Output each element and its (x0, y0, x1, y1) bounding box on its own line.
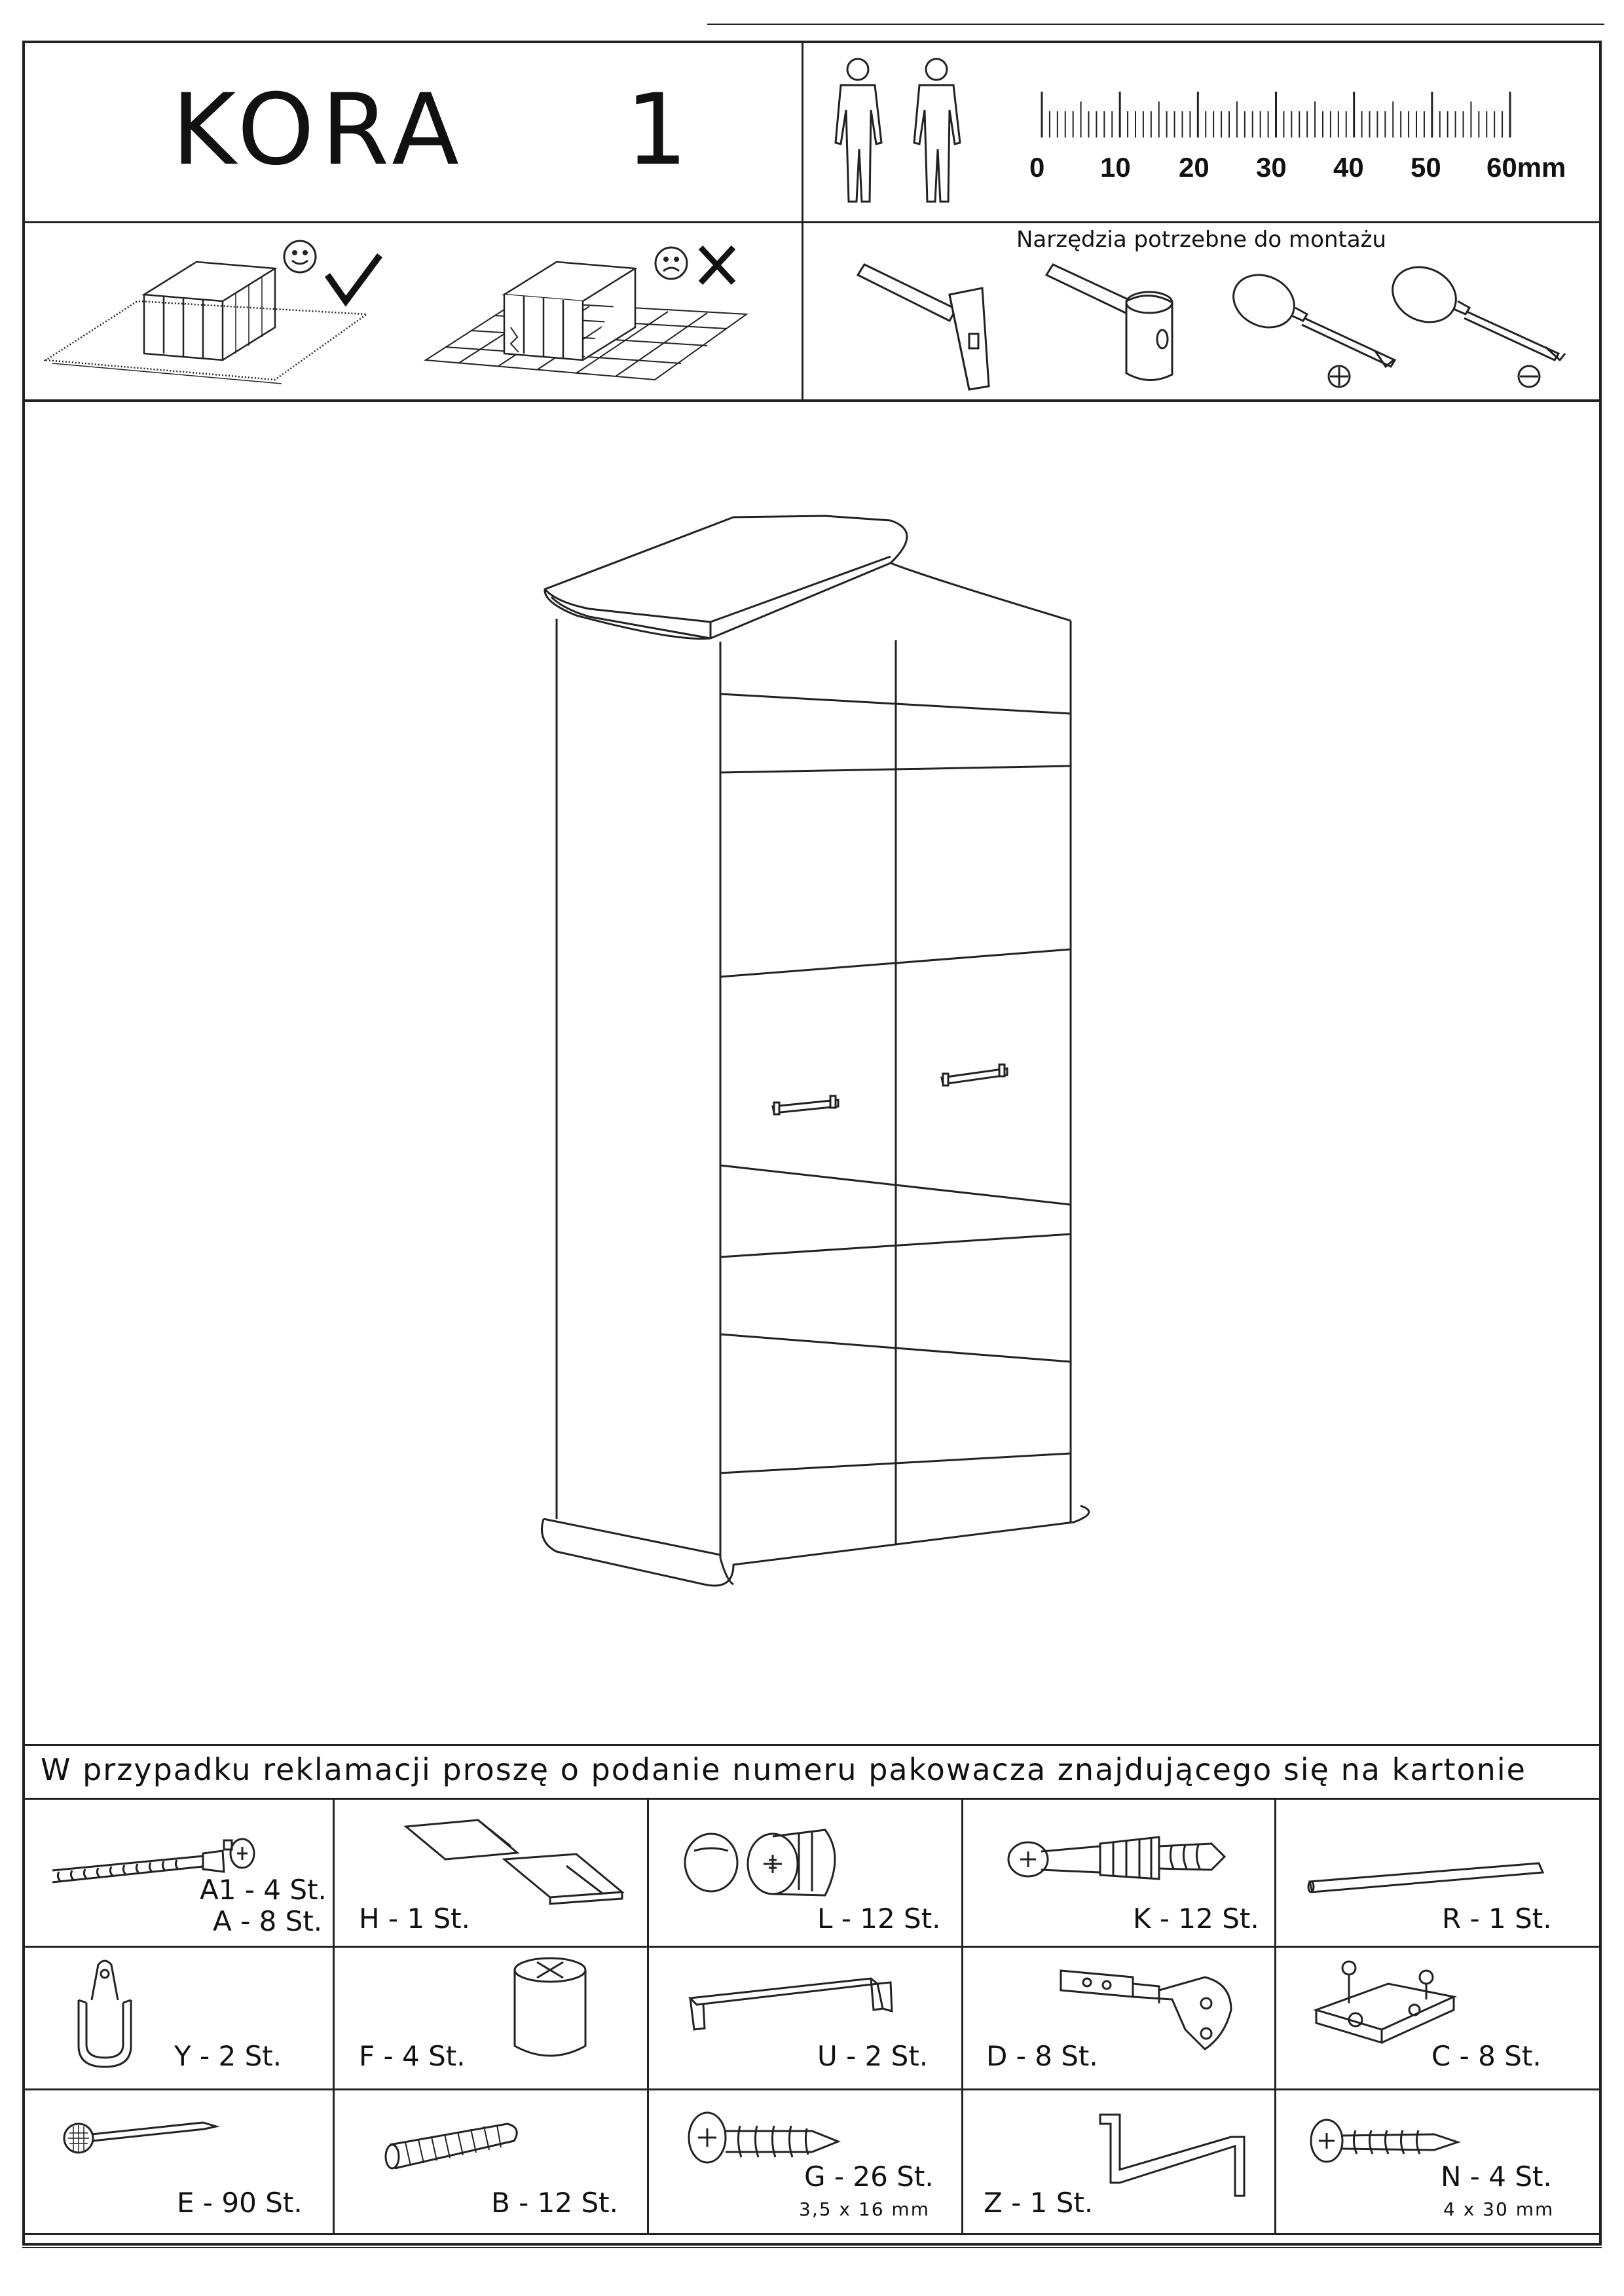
part-label: L - 12 St. (817, 1903, 941, 1935)
part-label: H - 1 St. (359, 1903, 470, 1935)
cam-lock-icon (674, 1817, 871, 1908)
ruler-tick-label: 20 (1179, 152, 1209, 183)
part-label: Z - 1 St. (984, 2187, 1094, 2219)
wardrobe-illustration (537, 511, 1113, 1630)
parts-col-divider (961, 1798, 963, 2235)
product-name: KORA (172, 73, 466, 187)
parts-row-divider (22, 1946, 1602, 1948)
ruler-tick-label: 30 (1256, 152, 1287, 183)
dowel-icon (377, 2115, 534, 2174)
allen-key-icon (1094, 2104, 1264, 2209)
part-dimensions: 3,5 x 16 mm (799, 2198, 930, 2220)
part-dimensions: 4 x 30 mm (1443, 2198, 1555, 2220)
ruler-tick-label: 60mm (1486, 152, 1566, 183)
two-persons-icon (819, 51, 989, 208)
part-label: G - 26 St. (804, 2160, 934, 2193)
parts-col-divider (647, 1798, 649, 2235)
bottom-rule (22, 2247, 1602, 2248)
cross-icon (701, 247, 733, 283)
part-label: R - 1 St. (1442, 1903, 1552, 1935)
part-label: K - 12 St. (1133, 1903, 1259, 1935)
part-label: Y - 2 St. (174, 2040, 282, 2072)
package-number: 1 (625, 73, 688, 187)
part-label-secondary: A - 8 St. (213, 1905, 323, 1937)
nail-icon (59, 2108, 229, 2160)
foot-icon (511, 1954, 602, 2072)
happy-face-icon (284, 241, 316, 272)
header-row-divider (22, 221, 1602, 223)
notice-top-divider (22, 1744, 1602, 1746)
part-label: B - 12 St. (491, 2187, 618, 2219)
hammer-icon (851, 262, 1008, 393)
rod-icon (1303, 1859, 1552, 1899)
ruler-tick-label: 0 (1029, 152, 1045, 183)
checkmark-icon (327, 255, 380, 301)
good-surface-illustration (39, 229, 406, 393)
part-label: D - 8 St. (986, 2040, 1098, 2072)
part-label: A1 - 4 St. (200, 1874, 327, 1906)
part-label: C - 8 St. (1431, 2040, 1541, 2072)
flat-screwdriver-icon (1388, 262, 1572, 399)
mallet-icon (1041, 262, 1205, 393)
part-label: U - 2 St. (817, 2040, 929, 2072)
complaint-notice: W przypadku reklamacji proszę o podanie numeru pakowacza znajdującego się na kartonie (41, 1752, 1526, 1787)
part-label: F - 4 St. (359, 2040, 466, 2072)
ruler (1039, 85, 1517, 151)
door-handle-left (773, 1096, 838, 1114)
bad-surface-illustration (419, 229, 786, 393)
phillips-screwdriver-icon (1231, 268, 1408, 399)
hinge-plate-icon (1310, 1958, 1467, 2049)
parts-row-divider (22, 2088, 1602, 2090)
top-rule (707, 24, 1604, 25)
handle-icon (681, 1964, 904, 2043)
door-handle-right (942, 1065, 1007, 1085)
rod-holder-icon (72, 1954, 164, 2072)
header-bottom-divider (22, 399, 1602, 402)
tools-caption: Narzędzia potrzebne do montażu (1016, 227, 1387, 253)
cam-bolt-icon (1002, 1820, 1238, 1899)
ruler-tick-label: 10 (1100, 152, 1131, 183)
parts-col-divider (333, 1798, 335, 2235)
part-label: N - 4 St. (1441, 2160, 1552, 2193)
ruler-tick-label: 50 (1411, 152, 1441, 183)
part-label: E - 90 St. (177, 2187, 303, 2219)
ruler-tick-label: 40 (1333, 152, 1364, 183)
sad-face-icon (655, 247, 687, 279)
